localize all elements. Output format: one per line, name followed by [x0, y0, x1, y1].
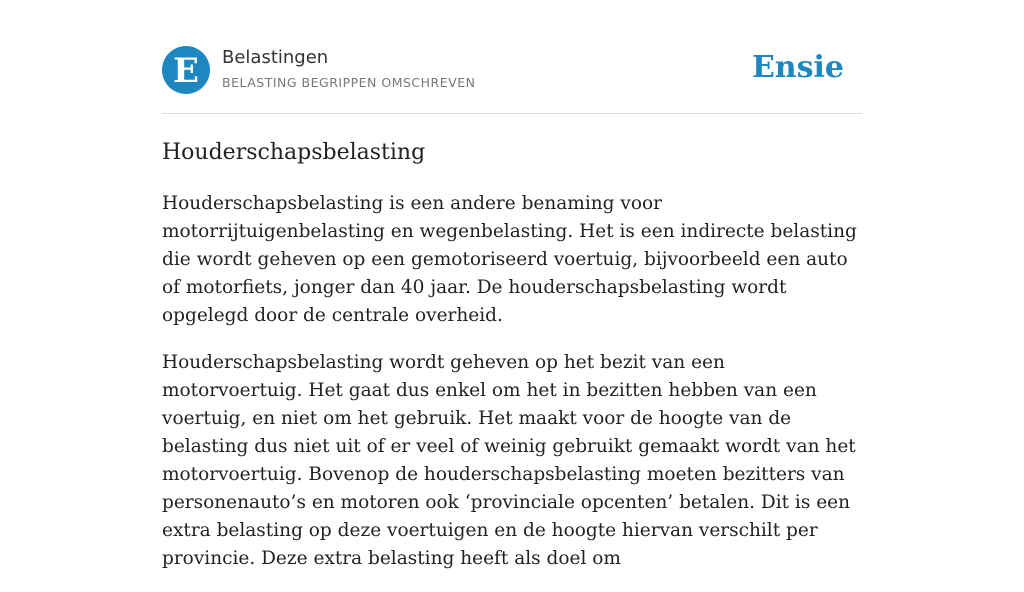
- header-divider: [162, 113, 862, 114]
- site-logo[interactable]: [162, 46, 210, 94]
- site-title[interactable]: Belastingen: [222, 47, 329, 68]
- logo-letter: E: [173, 50, 199, 91]
- article-paragraph: Houderschapsbelasting wordt geheven op het bezit van een motorvoertuig. Het gaat dus enkel om het in bezitten hebben van een voertuig, en niet om het gebruik. Het maakt voor de hoogte van de belasting dus niet uit of er veel of weinig gebruikt gemaakt wordt van het motorvoertuig. Bovenop de houderschapsbelasting moeten bezitters van personenauto’s en motoren ook ‘provinciale opcenten’ betalen. Dit is een extra belasting op deze voertuigen en de hoogte hiervan verschilt per provincie. Deze extra belasting heeft als doel om: [162, 352, 856, 569]
- site-header: [162, 46, 862, 96]
- article-paragraph: Houderschapsbelasting is een andere benaming voor motorrijtuigenbelasting en wegenbelasting. Het is een indirecte belasting die wordt geheven op een gemotoriseerd voertuig, bijvoorbeeld een auto of motorfiets, jonger dan 40 jaar. De houderschapsbelasting wordt opgelegd door de centrale overheid.: [162, 193, 857, 326]
- brand-logo[interactable]: Ensie: [751, 50, 844, 85]
- article: [162, 136, 862, 592]
- article-title: Houderschapsbelasting: [162, 140, 426, 165]
- site-subtitle: BELASTING BEGRIPPEN OMSCHREVEN: [222, 75, 476, 90]
